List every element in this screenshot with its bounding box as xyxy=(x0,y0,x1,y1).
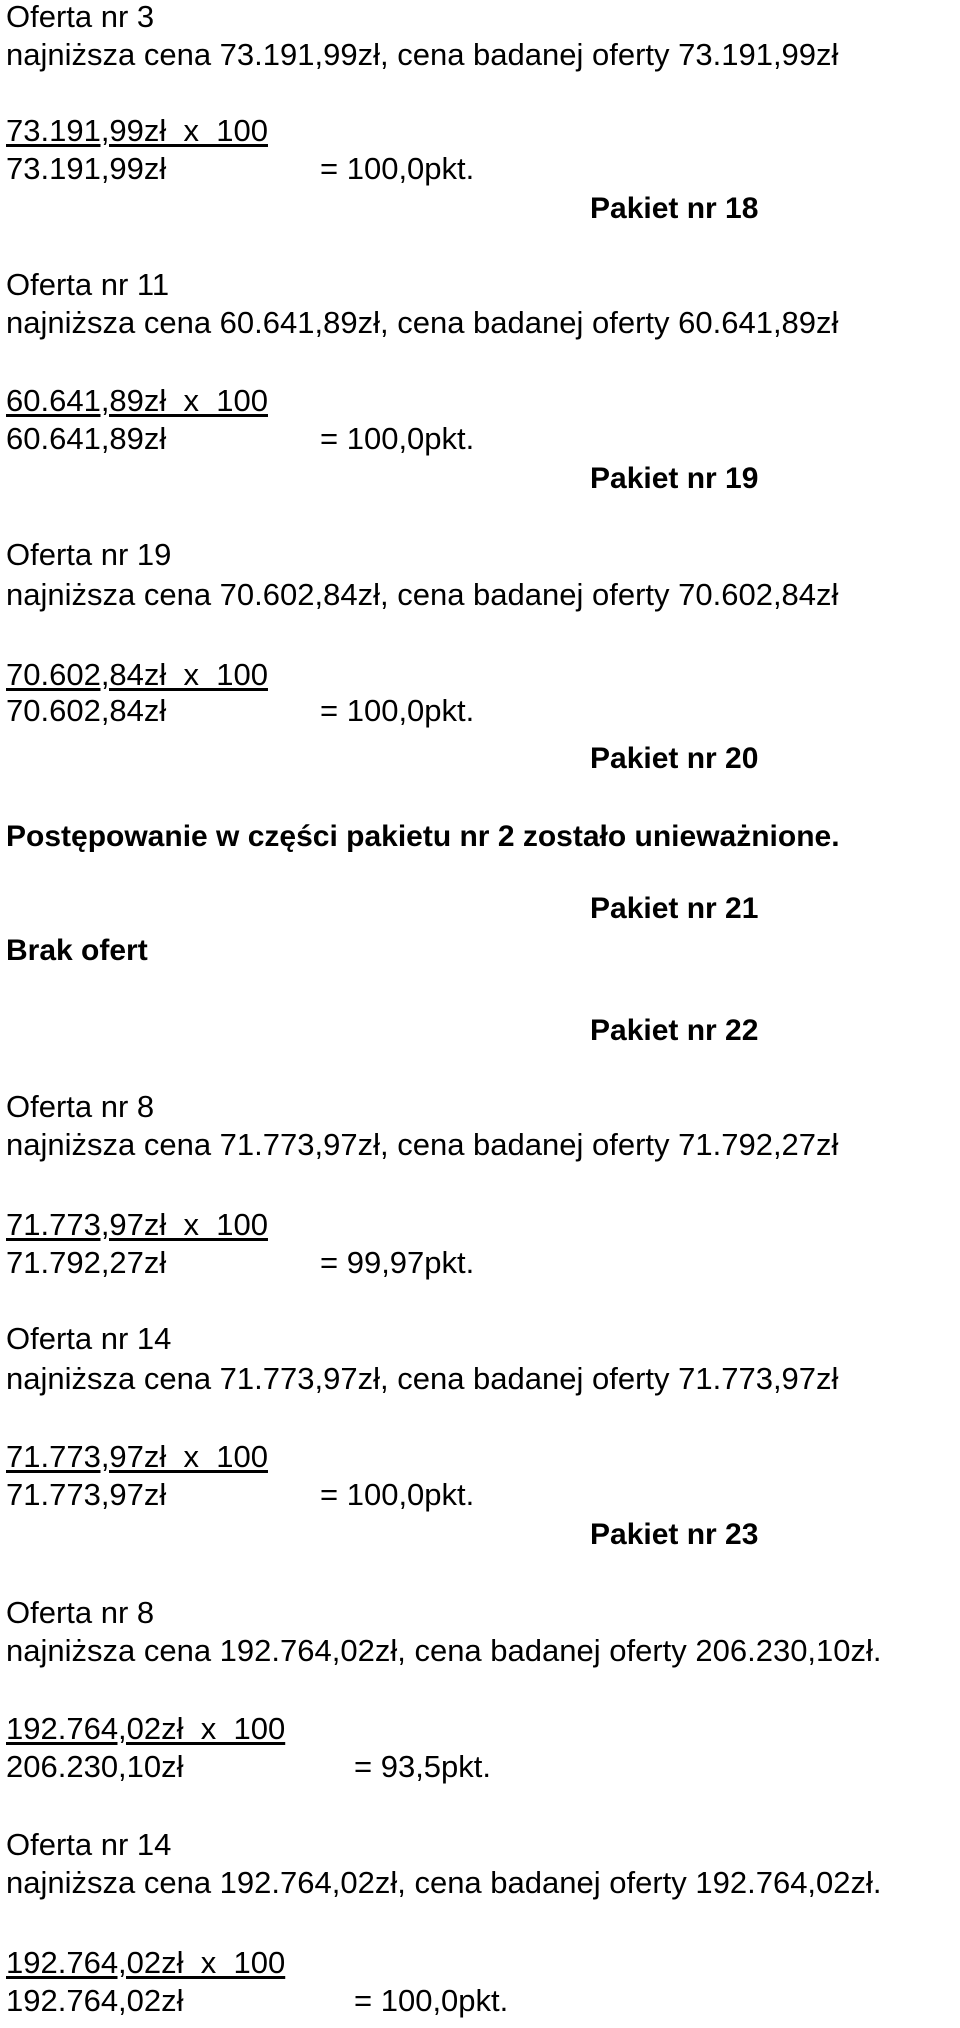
formula-result: = 99,97pkt. xyxy=(320,1245,475,1280)
pakiet-heading-23: Pakiet nr 23 xyxy=(590,1518,759,1551)
formula-result: = 100,0pkt. xyxy=(354,1983,509,2018)
offer-label: Oferta nr 14 xyxy=(6,1827,172,1862)
formula-numerator: 71.773,97zł x 100 xyxy=(6,1207,268,1242)
pakiet-heading-18: Pakiet nr 18 xyxy=(590,192,759,225)
price-line: najniższa cena 73.191,99zł, cena badanej oferty 73.191,99zł xyxy=(6,37,839,72)
formula-numerator: 192.764,02zł x 100 xyxy=(6,1711,286,1746)
formula-result: = 100,0pkt. xyxy=(320,421,475,456)
pakiet-heading-19: Pakiet nr 19 xyxy=(590,462,759,495)
pakiet-heading-21: Pakiet nr 21 xyxy=(590,892,759,925)
formula-denominator: 192.764,02zł xyxy=(6,1983,184,2018)
formula-result: = 100,0pkt. xyxy=(320,151,475,186)
price-line: najniższa cena 71.773,97zł, cena badanej oferty 71.773,97zł xyxy=(6,1361,839,1396)
offer-label: Oferta nr 11 xyxy=(6,267,170,302)
price-line: najniższa cena 71.773,97zł, cena badanej oferty 71.792,27zł xyxy=(6,1127,839,1162)
formula-numerator: 192.764,02zł x 100 xyxy=(6,1945,286,1980)
formula-result: = 93,5pkt. xyxy=(354,1749,492,1784)
formula-result: = 100,0pkt. xyxy=(320,1477,475,1512)
no-offers-note: Brak ofert xyxy=(6,934,148,967)
price-line: najniższa cena 70.602,84zł, cena badanej oferty 70.602,84zł xyxy=(6,577,839,612)
formula-numerator: 70.602,84zł x 100 xyxy=(6,657,268,692)
formula-denominator: 73.191,99zł xyxy=(6,151,167,186)
offer-label: Oferta nr 14 xyxy=(6,1321,172,1356)
formula-numerator: 60.641,89zł x 100 xyxy=(6,383,268,418)
offer-label: Oferta nr 8 xyxy=(6,1595,155,1630)
price-line: najniższa cena 192.764,02zł, cena badanej oferty 206.230,10zł. xyxy=(6,1633,882,1668)
formula-numerator: 71.773,97zł x 100 xyxy=(6,1439,268,1474)
offer-label: Oferta nr 3 xyxy=(6,0,155,34)
formula-numerator: 73.191,99zł x 100 xyxy=(6,113,268,148)
formula-denominator: 71.773,97zł xyxy=(6,1477,167,1512)
offer-label: Oferta nr 8 xyxy=(6,1089,155,1124)
pakiet-heading-20: Pakiet nr 20 xyxy=(590,742,759,775)
annulment-note: Postępowanie w części pakietu nr 2 zostało unieważnione. xyxy=(6,820,840,853)
price-line: najniższa cena 192.764,02zł, cena badanej oferty 192.764,02zł. xyxy=(6,1865,882,1900)
pakiet-heading-22: Pakiet nr 22 xyxy=(590,1014,759,1047)
formula-denominator: 206.230,10zł xyxy=(6,1749,184,1784)
formula-denominator: 70.602,84zł xyxy=(6,693,167,728)
formula-denominator: 60.641,89zł xyxy=(6,421,167,456)
price-line: najniższa cena 60.641,89zł, cena badanej oferty 60.641,89zł xyxy=(6,305,839,340)
formula-result: = 100,0pkt. xyxy=(320,693,475,728)
offer-label: Oferta nr 19 xyxy=(6,537,172,572)
formula-denominator: 71.792,27zł xyxy=(6,1245,167,1280)
